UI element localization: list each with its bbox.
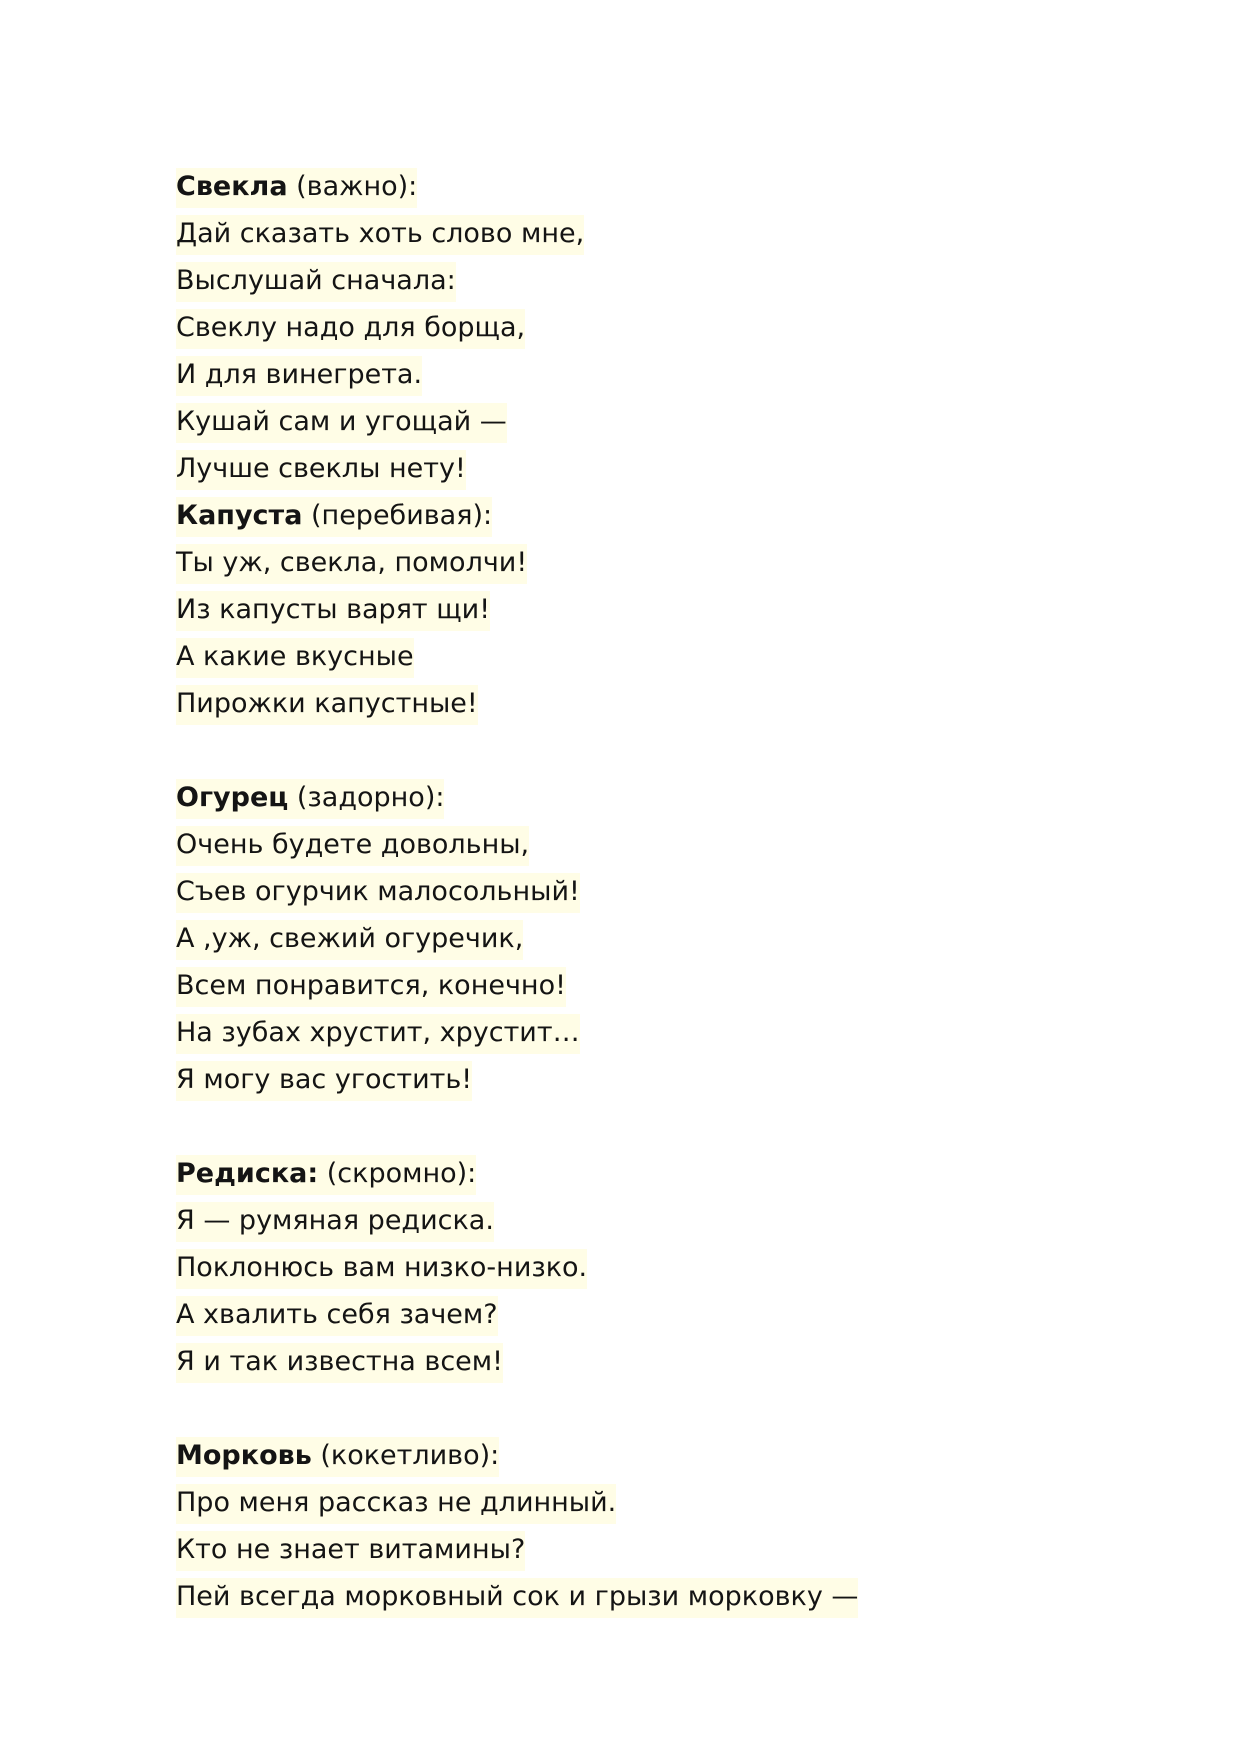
speaker-line-svekla xyxy=(176,163,1076,210)
verse-line: Пирожки капустные! xyxy=(176,680,1076,727)
verse-line: Я — румяная редиска. xyxy=(176,1197,1076,1244)
verse-line: Ты уж, свекла, помолчи! xyxy=(176,539,1076,586)
blank-line xyxy=(176,727,1076,774)
speaker-name: Свекла xyxy=(176,171,288,202)
verse-line: Я могу вас угостить! xyxy=(176,1056,1076,1103)
blank-line xyxy=(176,1103,1076,1150)
speaker-name: Огурец xyxy=(176,782,289,813)
verse-line: Поклонюсь вам низко-низко. xyxy=(176,1244,1076,1291)
poem-text xyxy=(176,163,1076,1620)
blank-line xyxy=(176,1385,1076,1432)
stage-direction: (скромно): xyxy=(318,1158,477,1189)
verse-line: Очень будете довольны, xyxy=(176,821,1076,868)
speaker-line-kapusta xyxy=(176,492,1076,539)
verse-line: А какие вкусные xyxy=(176,633,1076,680)
verse-line: Кто не знает витамины? xyxy=(176,1526,1076,1573)
speaker-line-ogurets xyxy=(176,774,1076,821)
stage-direction: (важно): xyxy=(287,171,418,202)
verse-line: А хвалить себя зачем? xyxy=(176,1291,1076,1338)
speaker-line-rediska xyxy=(176,1150,1076,1197)
verse-line: На зубах хрустит, хрустит… xyxy=(176,1009,1076,1056)
verse-line: Свеклу надо для борща, xyxy=(176,304,1076,351)
verse-line: Лучше свеклы нету! xyxy=(176,445,1076,492)
stage-direction: (кокетливо): xyxy=(311,1440,500,1471)
verse-line: Выслушай сначала: xyxy=(176,257,1076,304)
speaker-name: Морковь xyxy=(176,1440,312,1471)
speaker-name: Редиска: xyxy=(176,1158,319,1189)
speaker-name: Капуста xyxy=(176,500,303,531)
speaker-line-morkov xyxy=(176,1432,1076,1479)
verse-line: Кушай сам и угощай — xyxy=(176,398,1076,445)
verse-line: Про меня рассказ не длинный. xyxy=(176,1479,1076,1526)
verse-line: Съев огурчик малосольный! xyxy=(176,868,1076,915)
stage-direction: (перебивая): xyxy=(302,500,493,531)
verse-line: Пей всегда морковный сок и грызи морковку — xyxy=(176,1573,1076,1620)
verse-line: И для винегрета. xyxy=(176,351,1076,398)
verse-line: Дай сказать хоть слово мне, xyxy=(176,210,1076,257)
verse-line: Всем понравится, конечно! xyxy=(176,962,1076,1009)
stage-direction: (задорно): xyxy=(288,782,445,813)
verse-line: Из капусты варят щи! xyxy=(176,586,1076,633)
verse-line: Я и так известна всем! xyxy=(176,1338,1076,1385)
verse-line: А ,уж, свежий огуречик, xyxy=(176,915,1076,962)
